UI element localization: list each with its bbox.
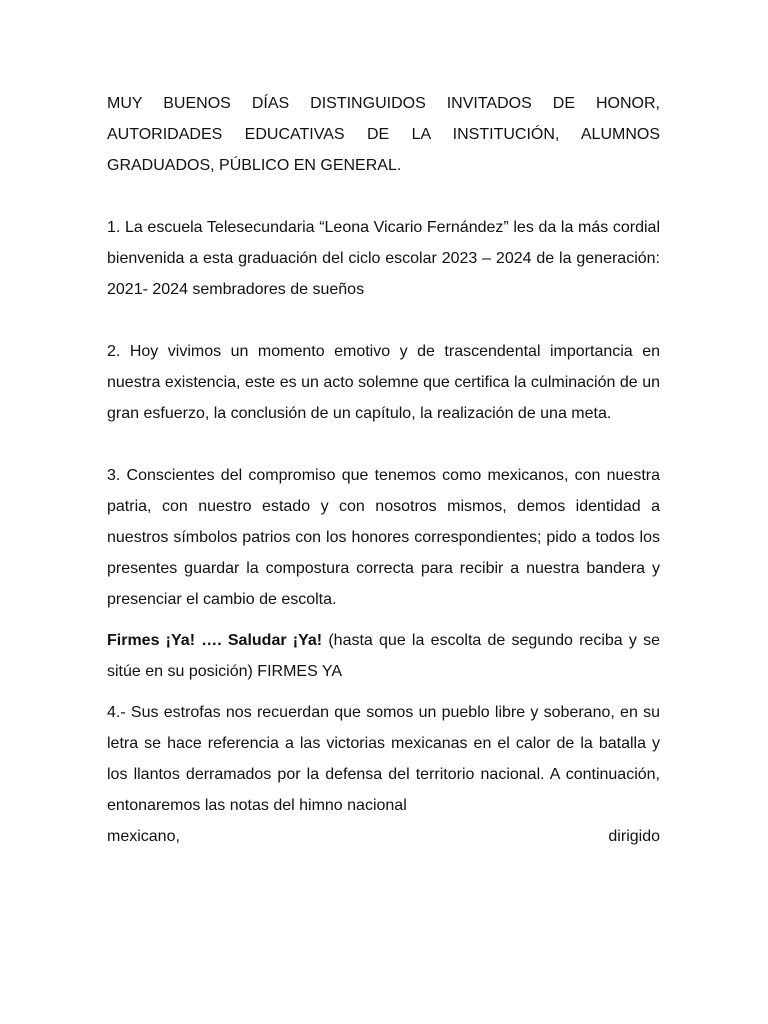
paragraph-4: 4.- Sus estrofas nos recuerdan que somos un pueblo libre y soberano, en su letra se hace referencia a las victorias mexicanas en el calor de la batalla y los llantos derramados por la defensa del territorio nacional. A continuación, entonaremos las notas del himno nacional	[107, 704, 660, 814]
paragraph-4-end-right: dirigido	[608, 828, 660, 845]
command-paragraph	[107, 625, 660, 687]
greeting-paragraph: MUY BUENOS DÍAS DISTINGUIDOS INVITADOS DE HONOR, AUTORIDADES EDUCATIVAS DE LA INSTITUCIÓN, ALUMNOS GRADUADOS, PÚBLICO EN GENERAL.	[107, 95, 660, 174]
command-rest-text: (hasta que la escolta de segundo reciba y se sitúe en su posición) FIRMES YA	[107, 632, 661, 680]
paragraph-2: 2. Hoy vivimos un momento emotivo y de trascendental importancia en nuestra existencia, este es un acto solemne que certifica la culminación de un gran esfuerzo, la conclusión de un capítulo, la realización de una meta.	[107, 343, 660, 422]
document-page	[107, 88, 660, 852]
command-bold-text: Firmes ¡Ya! …. Saludar ¡Ya!	[107, 632, 323, 649]
paragraph-3: 3. Conscientes del compromiso que tenemos como mexicanos, con nuestra patria, con nuestro estado y con nosotros mismos, demos identidad a nuestros símbolos patrios con los honores correspondientes; pido a todos los presentes guardar la compostura correcta para recibir a nuestra bandera y presenciar el cambio de escolta.	[107, 467, 660, 608]
paragraph-4-end-left: mexicano,	[107, 828, 180, 845]
paragraph-1: 1. La escuela Telesecundaria “Leona Vicario Fernández” les da la más cordial bienvenida a esta graduación del ciclo escolar 2023 – 2024 de la generación: 2021- 2024 sembradores de sueños	[107, 219, 660, 298]
paragraph-4-last-line	[107, 821, 660, 852]
